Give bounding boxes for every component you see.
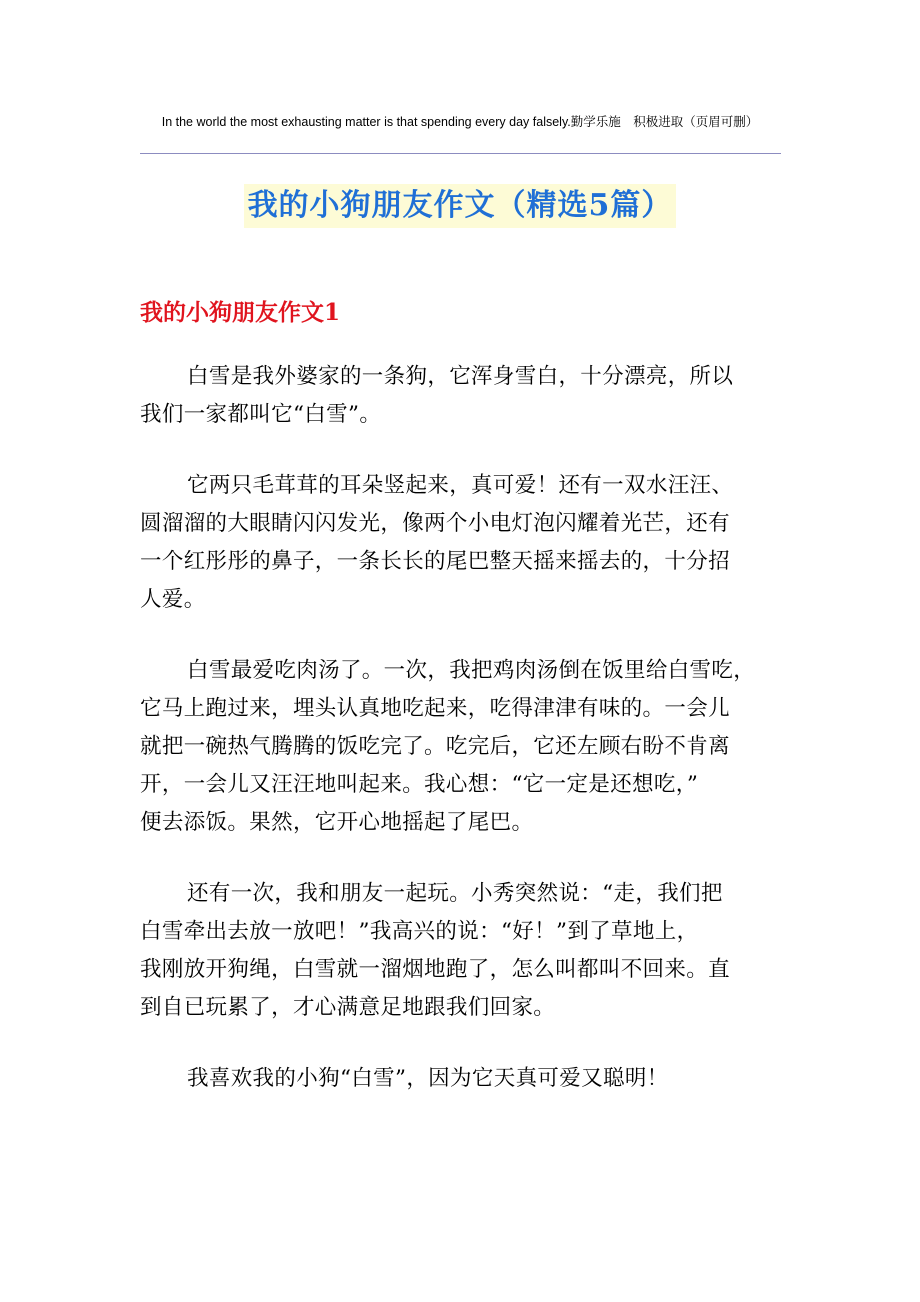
- text-line: 它两只毛茸茸的耳朵竖起来，真可爱！还有一双水汪汪、: [187, 473, 734, 498]
- text-line: 就把一碗热气腾腾的饭吃完了。吃完后，它还左顾右盼不肯离: [140, 734, 730, 759]
- text-line: 一个红彤彤的鼻子，一条长长的尾巴整天摇来摇去的，十分招: [140, 549, 730, 574]
- text-line: 它马上跑过来，埋头认真地吃起来，吃得津津有味的。一会儿: [140, 696, 730, 721]
- text-line: 我刚放开狗绳，白雪就一溜烟地跑了，怎么叫都叫不回来。直: [140, 957, 730, 982]
- text-line: 人爱。: [140, 587, 206, 612]
- text-line: 开，一会儿又汪汪地叫起来。我心想：“它一定是还想吃，”: [140, 772, 699, 797]
- text-line: 白雪是我外婆家的一条狗，它浑身雪白，十分漂亮，所以: [187, 364, 734, 389]
- text-line: 便去添饭。果然，它开心地摇起了尾巴。: [140, 810, 534, 835]
- text-line: 圆溜溜的大眼睛闪闪发光，像两个小电灯泡闪耀着光芒，还有: [140, 511, 730, 536]
- page-header: In the world the most exhausting matter is that spending every day falsely.勤学乐施 积极进取（页眉可删）: [161, 115, 759, 129]
- header-divider: [140, 153, 781, 154]
- title-container: [0, 184, 920, 228]
- paragraph-1: [140, 358, 780, 434]
- text-line: 还有一次，我和朋友一起玩。小秀突然说：“走，我们把: [187, 881, 723, 906]
- text-line: 我喜欢我的小狗“白雪”，因为它天真可爱又聪明！: [187, 1066, 669, 1091]
- paragraph-4: [140, 875, 780, 1027]
- text-line: 到自已玩累了，才心满意足地跟我们回家。: [140, 995, 556, 1020]
- paragraph-5: [140, 1060, 780, 1098]
- text-line: 白雪最爱吃肉汤了。一次，我把鸡肉汤倒在饭里给白雪吃，: [187, 658, 756, 683]
- paragraph-3: [140, 652, 780, 842]
- paragraph-2: [140, 467, 780, 619]
- text-line: 我们一家都叫它“白雪”。: [140, 402, 382, 427]
- text-line: 白雪牵出去放一放吧！”我高兴的说：“好！”到了草地上，: [140, 919, 699, 944]
- section-heading: 我的小狗朋友作文1: [140, 299, 341, 326]
- essay-body: [140, 358, 780, 1131]
- document-title: 我的小狗朋友作文（精选5篇）: [244, 184, 677, 228]
